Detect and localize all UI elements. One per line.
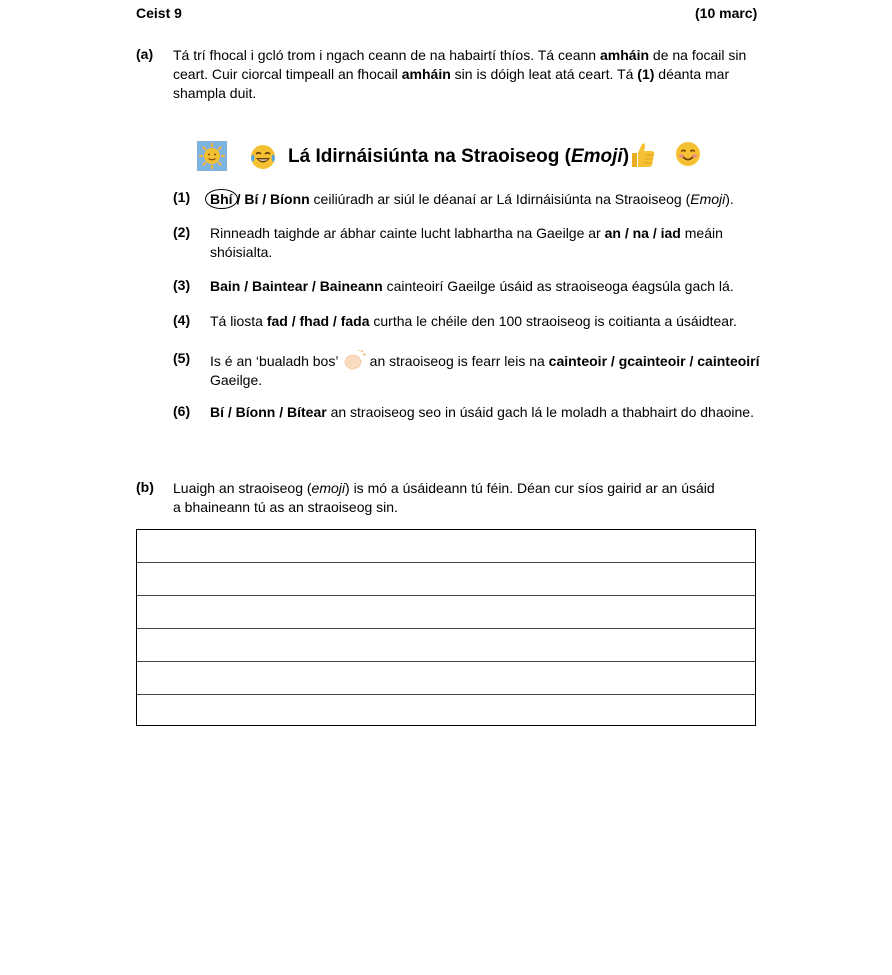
item-1-number: (1) [173,189,191,205]
item-4-text: Tá liosta fad / fhad / fada curtha le chéile den 100 straoiseog is coitianta a úsáidtear. [210,313,737,329]
thumbs-up-icon [628,139,656,174]
item-6-number: (6) [173,403,191,419]
answer-line[interactable] [137,563,755,596]
item-6-text: Bí / Bíonn / Bítear an straoiseog seo in úsáid gach lá le moladh a thabhairt do dhaoine. [210,404,754,420]
item-2-number: (2) [173,224,191,240]
question-title: Ceist 9 [136,5,182,21]
tears-of-joy-icon [249,143,277,176]
answer-line[interactable] [137,629,755,662]
part-b-label: (b) [136,479,154,495]
item-2-text: Rinneadh taighde ar ábhar cainte lucht labhartha na Gaeilge ar an / na / iad meáin shóisialta. [210,225,723,260]
item-5-text: Is é an ‘bualadh bos’ an straoiseog is fearr leis na cainteoir / gcainteoir / cainteoirí Gaeilge. [210,350,770,390]
item-3-number: (3) [173,277,191,293]
sun-face-icon [197,141,227,171]
answer-line[interactable] [137,596,755,629]
banner-title: Lá Idirnáisiúnta na Straoiseog (Emoji) [288,146,630,167]
part-a-line-2: ceart. Cuir ciorcal timpeall an fhocail amháin sin is dóigh leat atá ceart. Tá (1) déanta mar [173,66,730,82]
item-1-text: Bhí / Bí / Bíonn ceiliúradh ar siúl le déanaí ar Lá Idirnáisiúnta na Straoiseog (Emoji). [210,189,734,209]
answer-line[interactable] [137,662,755,695]
answer-line[interactable] [137,530,755,563]
answer-box[interactable] [136,529,756,726]
item-3-text: Bain / Baintear / Baineann cainteoirí Gaeilge úsáid as straoiseoga éagsúla gach lá. [210,278,734,294]
item-4-number: (4) [173,312,191,328]
item-5-number: (5) [173,350,191,366]
question-marks: (10 marc) [695,5,758,21]
part-b-instructions: Luaigh an straoiseog (emoji) is mó a úsáideann tú féin. Déan cur síos gairid ar an úsáid a bhaineann tú as an straoiseog sin. [173,480,715,515]
part-a-line-1: Tá trí fhocal i gcló trom i ngach ceann de na habairtí thíos. Tá ceann amháin de na focail sin [173,47,747,63]
smiling-face-icon [674,140,702,173]
answer-line[interactable] [137,695,755,728]
part-a-line-3: shampla duit. [173,85,257,101]
clapping-hands-icon [342,350,366,370]
part-a-instructions [173,46,763,103]
part-a-label: (a) [136,46,154,62]
circled-answer: Bhí [205,189,238,209]
